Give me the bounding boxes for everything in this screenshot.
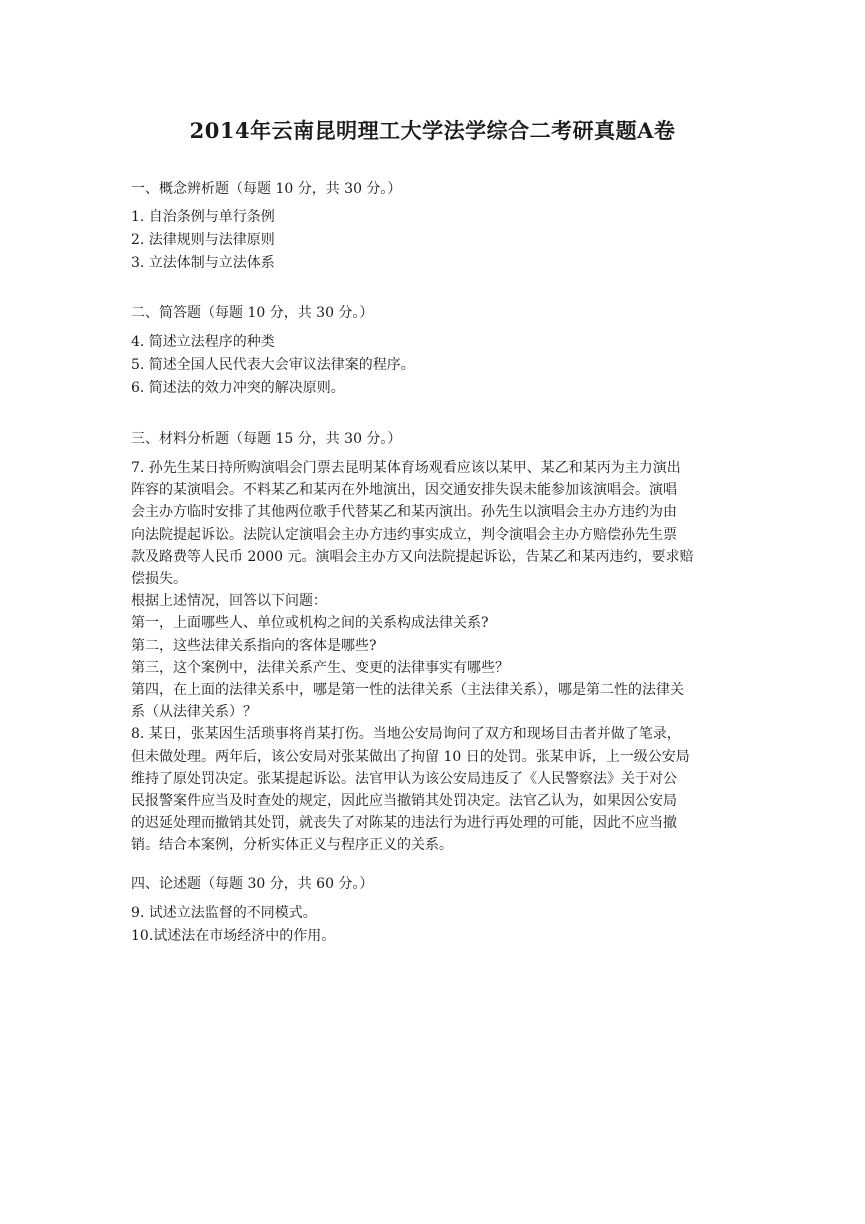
question-item-6: 6. 简述法的效力冲突的解决原则。 <box>131 380 345 396</box>
text-line: 8. 某日，张某因生活琐事将肖某打伤。当地公安局询问了双方和现场目击者并做了笔录， <box>131 726 681 743</box>
section-heading-4: 四、论述题（每题 30 分，共 60 分。） <box>131 876 374 892</box>
question-item-10: 10.试述法在市场经济中的作用。 <box>131 928 336 944</box>
question-item-1: 1. 自治条例与单行条例 <box>131 209 275 225</box>
text-line: 维持了原处罚决定。张某提起诉讼。法官甲认为该公安局违反了《人民警察法》关于对公 <box>131 770 677 787</box>
text-line: 会主办方临时安排了其他两位歌手代替某乙和某丙演出。孙先生以演唱会主办方违约为由 <box>131 504 677 521</box>
page-title: 2014年云南昆明理工大学法学综合二考研真题A卷 <box>189 118 676 143</box>
section-heading-2: 二、简答题（每题 10 分，共 30 分。） <box>131 305 374 321</box>
question-item-2: 2. 法律规则与法律原则 <box>131 232 275 248</box>
section-heading-1: 一、概念辨析题（每题 10 分，共 30 分。） <box>131 181 402 197</box>
question-item-3: 3. 立法体制与立法体系 <box>131 255 275 271</box>
text-line: 民报警案件应当及时查处的规定，因此应当撤销其处罚决定。法官乙认为，如果因公安局 <box>131 793 677 810</box>
text-line: 根据上述情况，回答以下问题： <box>131 593 327 610</box>
text-line: 第一，上面哪些人、单位或机构之间的关系构成法律关系? <box>131 615 489 632</box>
case-analysis-text <box>131 457 734 857</box>
text-line: 的迟延处理而撤销其处罚，就丧失了对陈某的违法行为进行再处理的可能，因此不应当撤 <box>131 815 677 832</box>
text-line: 阵容的某演唱会。不料某乙和某丙在外地演出，因交通安排失误未能参加该演唱会。演唱 <box>131 482 677 499</box>
text-line: 7. 孙先生某日持所购演唱会门票去昆明某体育场观看应该以某甲、某乙和某丙为主力演出 <box>131 460 681 476</box>
text-line: 偿损失。 <box>131 571 187 588</box>
section-heading-3: 三、材料分析题（每题 15 分，共 30 分。） <box>131 431 402 447</box>
text-line: 款及路费等人民币 2000 元。演唱会主办方又向法院提起诉讼，告某乙和某丙违约，要求赔 <box>131 548 694 565</box>
question-item-9: 9. 试述立法监督的不同模式。 <box>131 905 317 921</box>
text-line: 第四，在上面的法律关系中，哪是第一性的法律关系（主法律关系），哪是第二性的法律关 <box>131 682 684 699</box>
text-line: 第三，这个案例中，法律关系产生、变更的法律事实有哪些？ <box>131 659 509 676</box>
question-item-5: 5. 简述全国人民代表大会审议法律案的程序。 <box>131 357 415 373</box>
text-line: 向法院提起诉讼。法院认定演唱会主办方违约事实成立，判令演唱会主办方赔偿孙先生票 <box>131 526 677 543</box>
text-line: 第二，这些法律关系指向的客体是哪些? <box>131 637 377 654</box>
question-item-4: 4. 简述立法程序的种类 <box>131 334 275 350</box>
text-line: 系（从法律关系）？ <box>131 704 257 721</box>
text-line: 但未做处理。两年后，该公安局对张某做出了拘留 10 日的处罚。张某申诉，上一级公安局 <box>131 748 690 765</box>
text-line: 销。结合本案例，分析实体正义与程序正义的关系。 <box>131 837 453 854</box>
